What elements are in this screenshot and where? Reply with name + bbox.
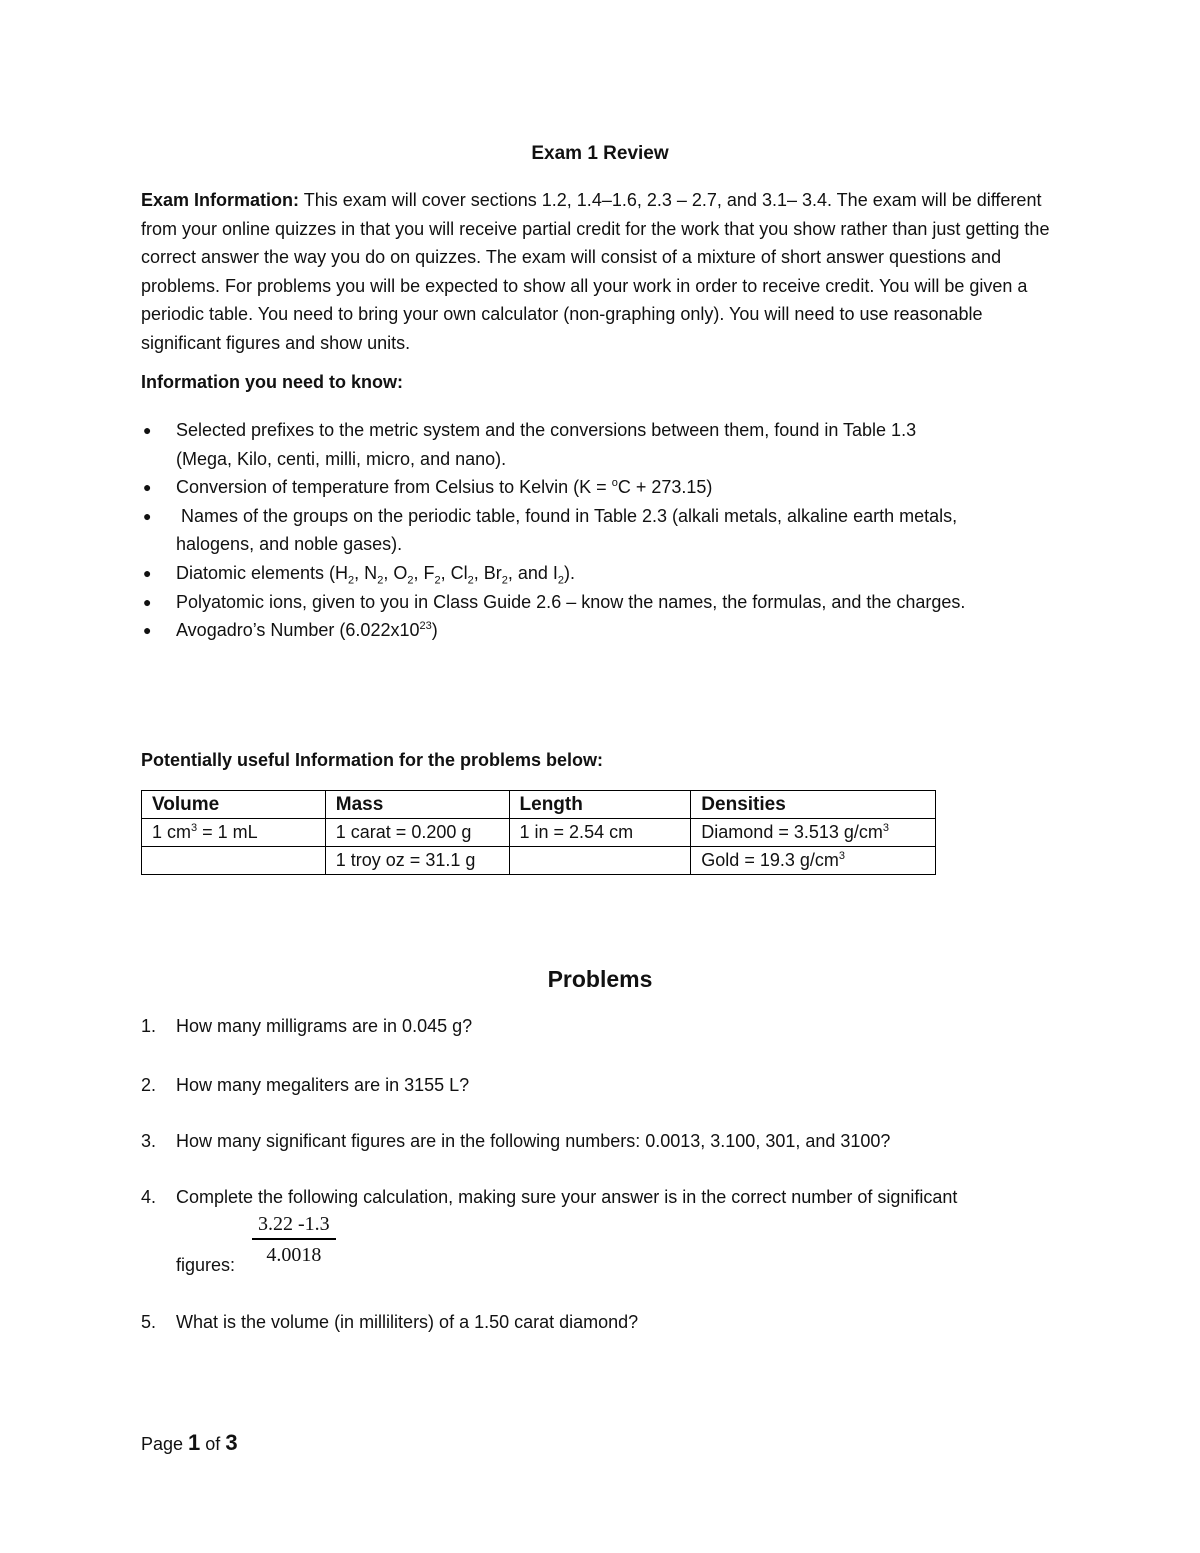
table-cell: 1 troy oz = 31.1 g [325, 847, 509, 875]
page-footer: Page 1 of 3 [141, 1430, 238, 1455]
problem-item: 5. What is the volume (in milliliters) of a 1.50 carat diamond? [141, 1312, 639, 1332]
table-header-row [142, 791, 936, 819]
problem-item: 4. Complete the following calculation, making sure your answer is in the correct number of significant [141, 1187, 958, 1207]
bullet-icon: ● [143, 622, 152, 639]
list-item: ● Polyatomic ions, given to you in Class Guide 2.6 – know the names, the formulas, and the charges. [141, 588, 1066, 617]
bullet-icon: ● [143, 564, 152, 581]
bullet-icon: ● [143, 479, 152, 496]
table-cell [142, 847, 326, 875]
list-item: ● Selected prefixes to the metric system and the conversions between them, found in Table 1.3 (Mega, Kilo, centi, milli, micro, and nano). [141, 416, 1066, 473]
exam-information-label: Exam Information: [141, 190, 300, 210]
table-cell: Diamond = 3.513 $g/cm^3$ [691, 819, 936, 847]
problems-heading: Problems [547, 966, 653, 992]
column-header: Densities [691, 791, 936, 819]
list-item: ● Diatomic elements ($H_2$, $N_2$, $O_2$, $F_2$, $Cl_2$, $Br_2$, and $I_2$). [141, 559, 1066, 588]
column-header: Volume [142, 791, 326, 819]
know-list [141, 416, 1066, 645]
table-cell: 1 in = 2.54 cm [509, 819, 691, 847]
bullet-icon: ● [143, 422, 152, 438]
exam-information-text: This exam will cover sections 1.2, 1.4–1.6, 2.3 – 2.7, and 3.1– 3.4. The exam will be different from your online quizzes in that you will receive partial credit for the work that you show rather than just getting the correct answer the way you do on quizzes. The exam will consist of a mixture of short answer questions and problems. For problems you will be expected to show all your work in order to receive credit. You will be given a periodic table. You need to bring your own calculator (non-graphing only). You will need to use reasonable significant figures and show units. [141, 190, 1050, 353]
bullet-icon: ● [143, 507, 152, 524]
page-number: 1 [188, 1430, 201, 1455]
know-heading: Information you need to know: [141, 372, 403, 392]
fraction-numerator: 3.22 -1.3 [252, 1213, 336, 1240]
conversion-table [141, 790, 936, 875]
column-header: Mass [325, 791, 509, 819]
problem-item: 1. How many milligrams are in 0.045 g? [141, 1016, 473, 1036]
table-cell: 1 $cm^3 = 1$ mL [142, 819, 326, 847]
exam-information-paragraph [141, 186, 1066, 358]
problem-continuation: figures: [176, 1255, 236, 1275]
list-item: ● Names of the groups on the periodic table, found in Table 2.3 (alkali metals, alkaline earth metals, halogens, and noble gases). [141, 502, 1066, 559]
fraction-denominator: 4.0018 [266, 1244, 322, 1266]
list-item: ● Avogadro’s Number $(6.022x10^{23})$ [141, 616, 1066, 645]
problem-item: 2. How many megaliters are in 3155 L? [141, 1075, 470, 1095]
list-item: ● Conversion of temperature from Celsius to Kelvin (K = $^o$C + 273.15) [141, 473, 1066, 502]
table-row [142, 847, 936, 875]
table-row [142, 819, 936, 847]
table-cell: 1 carat = 0.200 g [325, 819, 509, 847]
bullet-icon: ● [143, 593, 152, 610]
table-cell: Gold = 19.3 $g/cm^3$ [691, 847, 936, 875]
page-total: 3 [225, 1430, 238, 1455]
problem-item: 3. How many significant figures are in the following numbers: 0.0013, 3.100, 301, and 3100? [141, 1131, 891, 1151]
useful-info-heading: Potentially useful Information for the problems below: [141, 750, 604, 770]
column-header: Length [509, 791, 691, 819]
page-title: Exam 1 Review [531, 143, 669, 164]
table-cell [509, 847, 691, 875]
calculation-fraction [252, 1213, 336, 1267]
